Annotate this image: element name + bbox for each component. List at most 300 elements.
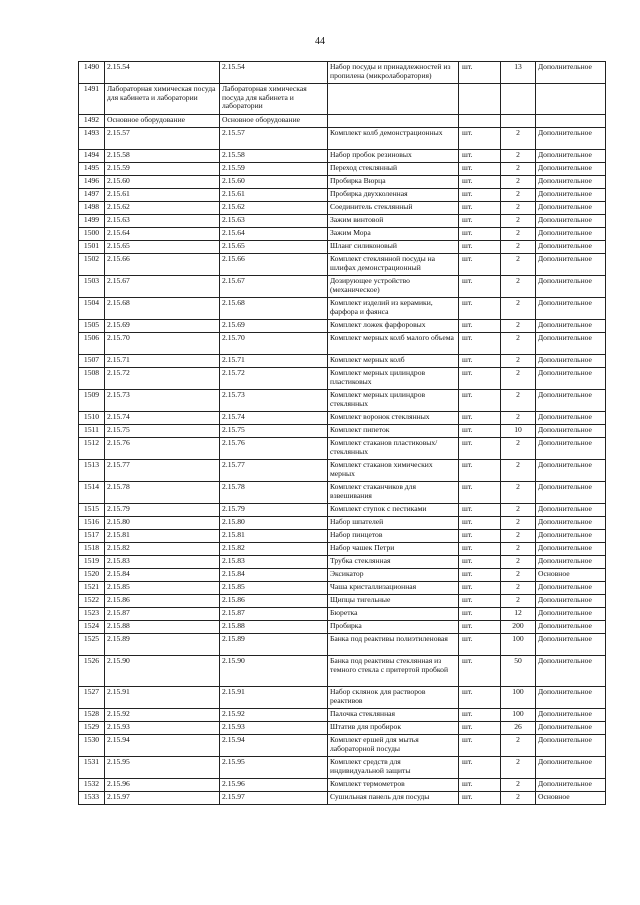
equipment-type-cell: Дополнительное [536, 320, 606, 333]
quantity-cell: 2 [501, 189, 536, 202]
code-cell: 2.15.61 [105, 189, 220, 202]
quantity-cell: 2 [501, 333, 536, 355]
row-number-cell: 1532 [79, 779, 105, 792]
code-cell: 2.15.82 [105, 543, 220, 556]
item-name-cell: Банка под реактивы полиэтиленовая [328, 634, 459, 656]
code-duplicate-cell: 2.15.83 [220, 556, 328, 569]
code-duplicate-cell: 2.15.61 [220, 189, 328, 202]
unit-cell: шт. [459, 412, 501, 425]
unit-cell [459, 84, 501, 115]
table-row [79, 298, 606, 320]
row-number-cell: 1533 [79, 792, 105, 805]
unit-cell: шт. [459, 62, 501, 84]
quantity-cell: 12 [501, 608, 536, 621]
item-name-cell: Набор чашек Петри [328, 543, 459, 556]
code-duplicate-cell: 2.15.63 [220, 215, 328, 228]
quantity-cell: 2 [501, 298, 536, 320]
row-number-cell: 1500 [79, 228, 105, 241]
equipment-type-cell: Дополнительное [536, 176, 606, 189]
table-row [79, 355, 606, 368]
code-duplicate-cell: 2.15.87 [220, 608, 328, 621]
quantity-cell: 2 [501, 202, 536, 215]
item-name-cell: Пробирка [328, 621, 459, 634]
row-number-cell: 1493 [79, 128, 105, 150]
quantity-cell: 2 [501, 163, 536, 176]
table-row [79, 792, 606, 805]
quantity-cell: 100 [501, 709, 536, 722]
table-row [79, 320, 606, 333]
code-cell: 2.15.92 [105, 709, 220, 722]
equipment-type-cell: Дополнительное [536, 215, 606, 228]
unit-cell: шт. [459, 482, 501, 504]
row-number-cell: 1495 [79, 163, 105, 176]
unit-cell: шт. [459, 176, 501, 189]
equipment-type-cell: Дополнительное [536, 779, 606, 792]
table-row [79, 150, 606, 163]
equipment-type-cell: Дополнительное [536, 355, 606, 368]
unit-cell: шт. [459, 150, 501, 163]
code-cell: 2.15.62 [105, 202, 220, 215]
unit-cell: шт. [459, 687, 501, 709]
code-cell: 2.15.54 [105, 62, 220, 84]
quantity-cell: 2 [501, 412, 536, 425]
item-name-cell [328, 115, 459, 128]
quantity-cell: 2 [501, 735, 536, 757]
table-row [79, 276, 606, 298]
equipment-type-cell: Дополнительное [536, 390, 606, 412]
row-number-cell: 1520 [79, 569, 105, 582]
quantity-cell: 2 [501, 176, 536, 189]
code-duplicate-cell: 2.15.58 [220, 150, 328, 163]
item-name-cell [328, 84, 459, 115]
code-duplicate-cell: 2.15.60 [220, 176, 328, 189]
unit-cell: шт. [459, 460, 501, 482]
unit-cell [459, 115, 501, 128]
unit-cell: шт. [459, 254, 501, 276]
table-row [79, 709, 606, 722]
quantity-cell: 100 [501, 687, 536, 709]
code-duplicate-cell: 2.15.80 [220, 517, 328, 530]
code-cell: 2.15.63 [105, 215, 220, 228]
unit-cell: шт. [459, 425, 501, 438]
item-name-cell: Бюретка [328, 608, 459, 621]
equipment-type-cell: Дополнительное [536, 150, 606, 163]
code-duplicate-cell: 2.15.94 [220, 735, 328, 757]
table-row [79, 115, 606, 128]
unit-cell: шт. [459, 202, 501, 215]
table-row [79, 482, 606, 504]
item-name-cell: Шланг силиконовый [328, 241, 459, 254]
code-cell: 2.15.77 [105, 460, 220, 482]
quantity-cell: 2 [501, 757, 536, 779]
item-name-cell: Комплект колб демонстрационных [328, 128, 459, 150]
code-duplicate-cell: 2.15.78 [220, 482, 328, 504]
code-duplicate-cell: 2.15.84 [220, 569, 328, 582]
unit-cell: шт. [459, 517, 501, 530]
equipment-type-cell: Дополнительное [536, 62, 606, 84]
code-cell: 2.15.76 [105, 438, 220, 460]
code-cell: 2.15.93 [105, 722, 220, 735]
equipment-type-cell: Дополнительное [536, 722, 606, 735]
equipment-type-cell: Основное [536, 569, 606, 582]
row-number-cell: 1510 [79, 412, 105, 425]
item-name-cell: Комплект мерных колб [328, 355, 459, 368]
row-number-cell: 1496 [79, 176, 105, 189]
table-row [79, 504, 606, 517]
table-row [79, 202, 606, 215]
unit-cell: шт. [459, 634, 501, 656]
unit-cell: шт. [459, 556, 501, 569]
row-number-cell: 1528 [79, 709, 105, 722]
code-cell: 2.15.81 [105, 530, 220, 543]
equipment-type-cell: Дополнительное [536, 254, 606, 276]
quantity-cell: 2 [501, 517, 536, 530]
table-row [79, 241, 606, 254]
code-cell: 2.15.84 [105, 569, 220, 582]
equipment-type-cell: Дополнительное [536, 634, 606, 656]
code-duplicate-cell: 2.15.95 [220, 757, 328, 779]
table-row [79, 543, 606, 556]
quantity-cell: 2 [501, 582, 536, 595]
code-duplicate-cell: 2.15.64 [220, 228, 328, 241]
unit-cell: шт. [459, 792, 501, 805]
equipment-type-cell: Дополнительное [536, 189, 606, 202]
code-duplicate-cell: Лабораторная химическая посуда для кабинета и лаборатории [220, 84, 328, 115]
code-cell: 2.15.65 [105, 241, 220, 254]
code-duplicate-cell: 2.15.69 [220, 320, 328, 333]
row-number-cell: 1497 [79, 189, 105, 202]
code-duplicate-cell: 2.15.93 [220, 722, 328, 735]
row-number-cell: 1516 [79, 517, 105, 530]
quantity-cell: 13 [501, 62, 536, 84]
equipment-type-cell: Дополнительное [536, 163, 606, 176]
equipment-type-cell: Дополнительное [536, 298, 606, 320]
code-duplicate-cell: 2.15.57 [220, 128, 328, 150]
table-row [79, 595, 606, 608]
quantity-cell: 2 [501, 355, 536, 368]
equipment-type-cell: Дополнительное [536, 608, 606, 621]
table-row [79, 757, 606, 779]
unit-cell: шт. [459, 569, 501, 582]
code-cell: 2.15.74 [105, 412, 220, 425]
item-name-cell: Штатив для пробирок [328, 722, 459, 735]
item-name-cell: Пробирка двухколенная [328, 189, 459, 202]
quantity-cell: 2 [501, 150, 536, 163]
table-row [79, 215, 606, 228]
code-cell: 2.15.78 [105, 482, 220, 504]
code-duplicate-cell: 2.15.65 [220, 241, 328, 254]
table-row [79, 687, 606, 709]
code-cell: 2.15.67 [105, 276, 220, 298]
equipment-type-cell: Дополнительное [536, 276, 606, 298]
unit-cell: шт. [459, 504, 501, 517]
unit-cell: шт. [459, 543, 501, 556]
table-row [79, 530, 606, 543]
row-number-cell: 1505 [79, 320, 105, 333]
code-cell: 2.15.91 [105, 687, 220, 709]
code-cell: 2.15.88 [105, 621, 220, 634]
equipment-type-cell [536, 115, 606, 128]
row-number-cell: 1529 [79, 722, 105, 735]
equipment-type-cell: Дополнительное [536, 621, 606, 634]
unit-cell: шт. [459, 390, 501, 412]
item-name-cell: Дозирующее устройство (механическое) [328, 276, 459, 298]
item-name-cell: Соединитель стеклянный [328, 202, 459, 215]
code-cell: 2.15.97 [105, 792, 220, 805]
row-number-cell: 1508 [79, 368, 105, 390]
quantity-cell: 2 [501, 792, 536, 805]
equipment-type-cell: Дополнительное [536, 241, 606, 254]
table-row [79, 556, 606, 569]
table-row [79, 621, 606, 634]
item-name-cell: Комплект стаканов химических мерных [328, 460, 459, 482]
quantity-cell: 200 [501, 621, 536, 634]
unit-cell: шт. [459, 189, 501, 202]
unit-cell: шт. [459, 595, 501, 608]
equipment-type-cell: Дополнительное [536, 709, 606, 722]
item-name-cell: Трубка стеклянная [328, 556, 459, 569]
unit-cell: шт. [459, 757, 501, 779]
code-duplicate-cell: 2.15.82 [220, 543, 328, 556]
quantity-cell [501, 115, 536, 128]
table-row [79, 412, 606, 425]
row-number-cell: 1494 [79, 150, 105, 163]
code-cell: 2.15.57 [105, 128, 220, 150]
row-number-cell: 1509 [79, 390, 105, 412]
code-cell: 2.15.69 [105, 320, 220, 333]
item-name-cell: Сушильная панель для посуды [328, 792, 459, 805]
quantity-cell: 2 [501, 228, 536, 241]
equipment-type-cell: Дополнительное [536, 482, 606, 504]
unit-cell: шт. [459, 779, 501, 792]
equipment-type-cell: Дополнительное [536, 530, 606, 543]
unit-cell: шт. [459, 709, 501, 722]
item-name-cell: Чаша кристаллизационная [328, 582, 459, 595]
row-number-cell: 1527 [79, 687, 105, 709]
row-number-cell: 1530 [79, 735, 105, 757]
code-cell: 2.15.72 [105, 368, 220, 390]
quantity-cell: 2 [501, 241, 536, 254]
code-cell: 2.15.58 [105, 150, 220, 163]
item-name-cell: Комплект мерных колб малого объема [328, 333, 459, 355]
code-duplicate-cell: 2.15.88 [220, 621, 328, 634]
unit-cell: шт. [459, 530, 501, 543]
unit-cell: шт. [459, 656, 501, 687]
code-cell: 2.15.94 [105, 735, 220, 757]
unit-cell: шт. [459, 163, 501, 176]
item-name-cell: Комплект стаканчиков для взвешивания [328, 482, 459, 504]
item-name-cell: Зажим Мора [328, 228, 459, 241]
table-row [79, 84, 606, 115]
equipment-type-cell: Дополнительное [536, 202, 606, 215]
item-name-cell: Пробирка Вюрца [328, 176, 459, 189]
page-number: 44 [315, 36, 325, 47]
unit-cell: шт. [459, 368, 501, 390]
row-number-cell: 1524 [79, 621, 105, 634]
row-number-cell: 1514 [79, 482, 105, 504]
item-name-cell: Комплект пипеток [328, 425, 459, 438]
quantity-cell: 2 [501, 482, 536, 504]
row-number-cell: 1531 [79, 757, 105, 779]
code-duplicate-cell: Основное оборудование [220, 115, 328, 128]
code-duplicate-cell: 2.15.90 [220, 656, 328, 687]
equipment-type-cell: Дополнительное [536, 333, 606, 355]
unit-cell: шт. [459, 722, 501, 735]
quantity-cell: 2 [501, 556, 536, 569]
item-name-cell: Комплект стаканов пластиковых/стеклянных [328, 438, 459, 460]
code-duplicate-cell: 2.15.89 [220, 634, 328, 656]
equipment-type-cell: Дополнительное [536, 128, 606, 150]
code-duplicate-cell: 2.15.70 [220, 333, 328, 355]
code-cell: 2.15.89 [105, 634, 220, 656]
code-duplicate-cell: 2.15.75 [220, 425, 328, 438]
table-row [79, 128, 606, 150]
table-row [79, 189, 606, 202]
code-duplicate-cell: 2.15.72 [220, 368, 328, 390]
quantity-cell: 10 [501, 425, 536, 438]
item-name-cell: Комплект термометров [328, 779, 459, 792]
code-duplicate-cell: 2.15.81 [220, 530, 328, 543]
row-number-cell: 1511 [79, 425, 105, 438]
row-number-cell: 1502 [79, 254, 105, 276]
equipment-type-cell: Дополнительное [536, 543, 606, 556]
code-duplicate-cell: 2.15.85 [220, 582, 328, 595]
code-cell: 2.15.71 [105, 355, 220, 368]
code-cell: 2.15.86 [105, 595, 220, 608]
item-name-cell: Набор шпателей [328, 517, 459, 530]
table-row [79, 228, 606, 241]
row-number-cell: 1498 [79, 202, 105, 215]
code-cell: 2.15.68 [105, 298, 220, 320]
code-cell: 2.15.70 [105, 333, 220, 355]
table-row [79, 582, 606, 595]
table-row [79, 517, 606, 530]
code-duplicate-cell: 2.15.67 [220, 276, 328, 298]
table-row [79, 425, 606, 438]
quantity-cell: 2 [501, 779, 536, 792]
row-number-cell: 1501 [79, 241, 105, 254]
table-row [79, 460, 606, 482]
equipment-type-cell: Дополнительное [536, 735, 606, 757]
equipment-type-cell: Дополнительное [536, 582, 606, 595]
item-name-cell: Комплект мерных цилиндров стеклянных [328, 390, 459, 412]
code-cell: 2.15.85 [105, 582, 220, 595]
item-name-cell: Палочка стеклянная [328, 709, 459, 722]
equipment-type-cell [536, 84, 606, 115]
row-number-cell: 1515 [79, 504, 105, 517]
quantity-cell [501, 84, 536, 115]
item-name-cell: Переход стеклянный [328, 163, 459, 176]
quantity-cell: 2 [501, 320, 536, 333]
quantity-cell: 2 [501, 530, 536, 543]
table-row [79, 176, 606, 189]
unit-cell: шт. [459, 276, 501, 298]
code-duplicate-cell: 2.15.79 [220, 504, 328, 517]
equipment-type-cell: Дополнительное [536, 757, 606, 779]
equipment-type-cell: Дополнительное [536, 595, 606, 608]
item-name-cell: Набор склянок для растворов реактивов [328, 687, 459, 709]
equipment-type-cell: Дополнительное [536, 504, 606, 517]
quantity-cell: 2 [501, 460, 536, 482]
row-number-cell: 1521 [79, 582, 105, 595]
code-cell: 2.15.87 [105, 608, 220, 621]
item-name-cell: Комплект ершей для мытья лабораторной посуды [328, 735, 459, 757]
table-row [79, 163, 606, 176]
code-duplicate-cell: 2.15.68 [220, 298, 328, 320]
item-name-cell: Щипцы тигельные [328, 595, 459, 608]
equipment-type-cell: Дополнительное [536, 438, 606, 460]
code-cell: 2.15.79 [105, 504, 220, 517]
code-duplicate-cell: 2.15.71 [220, 355, 328, 368]
code-duplicate-cell: 2.15.62 [220, 202, 328, 215]
equipment-table [78, 61, 606, 805]
unit-cell: шт. [459, 215, 501, 228]
quantity-cell: 2 [501, 128, 536, 150]
code-cell: 2.15.90 [105, 656, 220, 687]
code-duplicate-cell: 2.15.92 [220, 709, 328, 722]
row-number-cell: 1523 [79, 608, 105, 621]
code-cell: 2.15.64 [105, 228, 220, 241]
row-number-cell: 1491 [79, 84, 105, 115]
quantity-cell: 2 [501, 276, 536, 298]
item-name-cell: Комплект воронок стеклянных [328, 412, 459, 425]
quantity-cell: 26 [501, 722, 536, 735]
item-name-cell: Набор пробок резиновых [328, 150, 459, 163]
row-number-cell: 1517 [79, 530, 105, 543]
equipment-type-cell: Дополнительное [536, 656, 606, 687]
unit-cell: шт. [459, 128, 501, 150]
row-number-cell: 1522 [79, 595, 105, 608]
unit-cell: шт. [459, 621, 501, 634]
code-duplicate-cell: 2.15.91 [220, 687, 328, 709]
item-name-cell: Комплект изделий из керамики, фарфора и фаянса [328, 298, 459, 320]
row-number-cell: 1519 [79, 556, 105, 569]
unit-cell: шт. [459, 228, 501, 241]
unit-cell: шт. [459, 320, 501, 333]
code-duplicate-cell: 2.15.66 [220, 254, 328, 276]
code-cell: 2.15.59 [105, 163, 220, 176]
row-number-cell: 1499 [79, 215, 105, 228]
code-duplicate-cell: 2.15.77 [220, 460, 328, 482]
equipment-type-cell: Основное [536, 792, 606, 805]
item-name-cell: Банка под реактивы стеклянная из темного стекла с притертой пробкой [328, 656, 459, 687]
table-row [79, 779, 606, 792]
code-duplicate-cell: 2.15.76 [220, 438, 328, 460]
quantity-cell: 2 [501, 368, 536, 390]
code-cell: 2.15.80 [105, 517, 220, 530]
row-number-cell: 1504 [79, 298, 105, 320]
item-name-cell: Зажим винтовой [328, 215, 459, 228]
table-row [79, 390, 606, 412]
quantity-cell: 100 [501, 634, 536, 656]
table-row [79, 735, 606, 757]
table-row [79, 333, 606, 355]
row-number-cell: 1512 [79, 438, 105, 460]
code-duplicate-cell: 2.15.97 [220, 792, 328, 805]
code-cell: 2.15.60 [105, 176, 220, 189]
table-row [79, 722, 606, 735]
code-cell: 2.15.75 [105, 425, 220, 438]
quantity-cell: 2 [501, 569, 536, 582]
quantity-cell: 2 [501, 438, 536, 460]
table-row [79, 608, 606, 621]
table-row [79, 656, 606, 687]
row-number-cell: 1525 [79, 634, 105, 656]
code-cell: Лабораторная химическая посуда для кабинета и лаборатории [105, 84, 220, 115]
unit-cell: шт. [459, 333, 501, 355]
row-number-cell: 1507 [79, 355, 105, 368]
unit-cell: шт. [459, 355, 501, 368]
